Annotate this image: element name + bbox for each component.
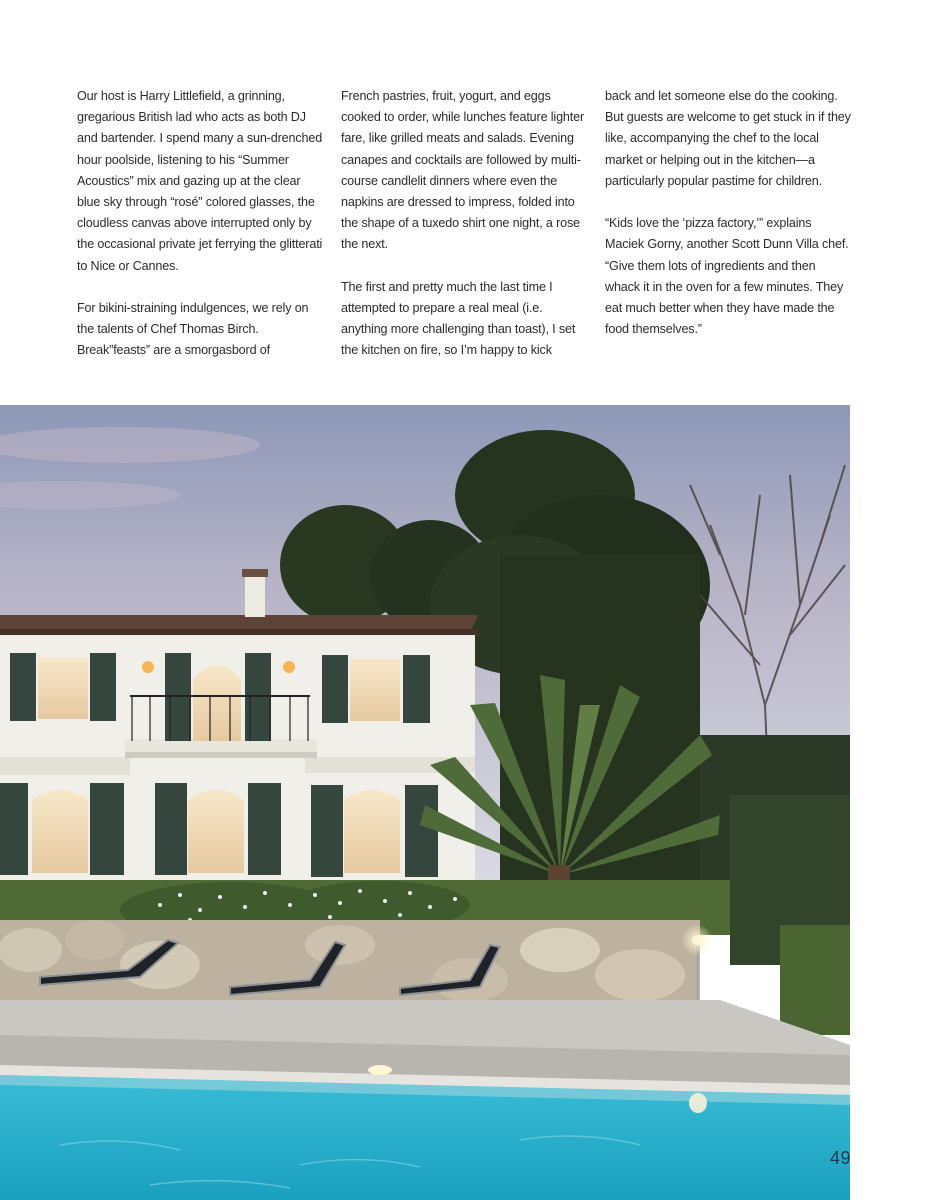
villa — [0, 569, 478, 885]
article-columns — [77, 86, 852, 376]
article-column-2 — [341, 86, 589, 383]
paragraph: “Kids love the ‘pizza factory,’” explains Maciek Gorny, another Scott Dunn Villa chef. “Give them lots of ingredients and then whack it in the oven for a few minutes. They eat much better when they have made the food themselves.” — [605, 216, 849, 337]
stone-wall — [0, 920, 700, 1005]
paragraph: The first and pretty much the last time I attempted to prepare a real meal (i.e. anything more challenging than toast), I set the kitchen on fire, so I’m happy to kick — [341, 279, 576, 358]
villa-pool-photo — [0, 405, 850, 1200]
article-column-1 — [77, 86, 325, 383]
paragraph: back and let someone else do the cooking. But guests are welcome to get stuck in if they like, accompanying the chef to the local market or helping out in the kitchen—a particularly popular pastime for children. — [605, 89, 851, 188]
paragraph: For bikini-straining indulgences, we rely on the talents of Chef Thomas Birch. Break”feasts” are a smorgasbord of — [77, 301, 309, 358]
paragraph: French pastries, fruit, yogurt, and eggs cooked to order, while lunches feature lighter fare, like grilled meats and salads. Evening canapes and cocktails are followed by multi-course candlelit dinners where even the napkins are dressed to impress, folded into the shape of a tuxedo shirt one night, a rose the next. — [341, 89, 585, 252]
paragraph: Our host is Harry Littlefield, a grinning, gregarious British lad who acts as both DJ and bartender. I spend many a sun-drenched hour poolside, listening to his “Summer Acoustics” mix and gazing up at the clear blue sky through “rosé” colored glasses, the cloudless canvas above interrupted only by the occasional private jet ferrying the glitterati to Nice or Cannes. — [77, 89, 323, 273]
article-column-3 — [605, 86, 853, 362]
page-number: 49 — [830, 1148, 852, 1168]
villa-illustration — [0, 405, 850, 1200]
